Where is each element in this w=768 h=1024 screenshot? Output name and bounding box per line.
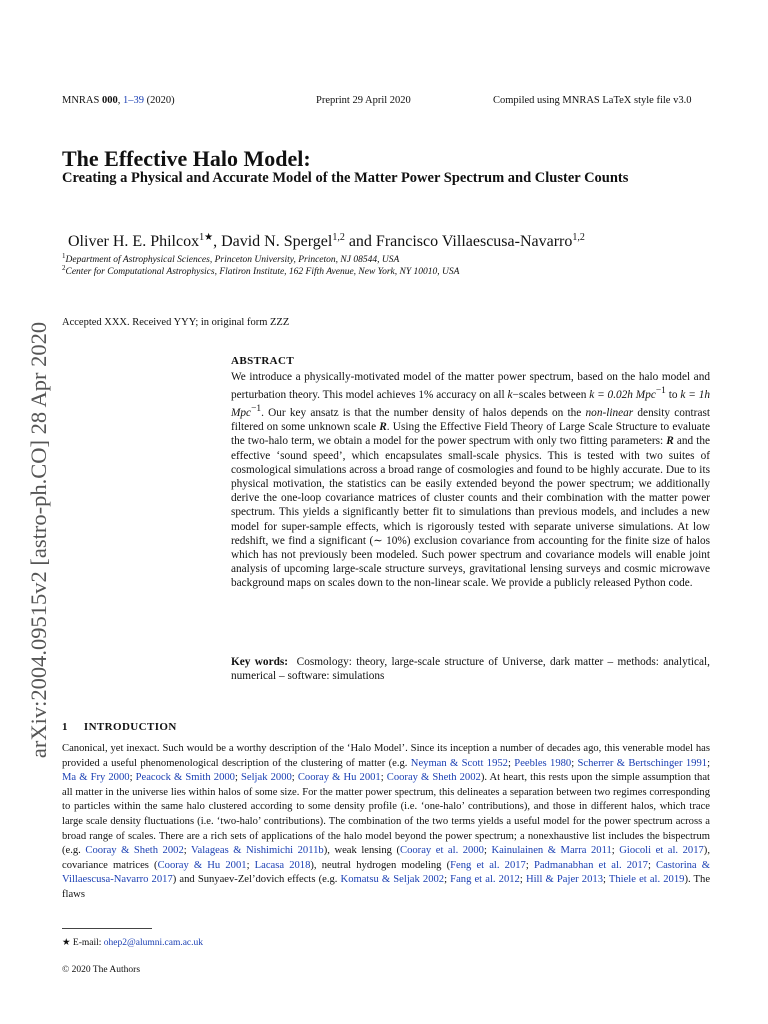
citation-link[interactable]: Neyman & Scott 1952 (410, 757, 508, 769)
accepted-line: Accepted XXX. Received YYY; in original form ZZZ (62, 317, 290, 328)
citation-link[interactable]: Komatsu & Seljak 2002 (340, 874, 445, 886)
running-header-journal: MNRAS 000, 1–39 (2020) (62, 95, 175, 106)
star-icon: ★ (62, 938, 71, 948)
citation-link[interactable]: Fang et al. 2012 (450, 874, 520, 886)
citation-link[interactable]: Lacasa 2018 (254, 859, 311, 871)
footnote: ★ E-mail: ohep2@alumni.cam.ac.uk (62, 938, 204, 948)
citation-link[interactable]: Castorina & Villaescusa-Navarro 2017 (62, 859, 711, 886)
keywords: Key words: Cosmology: theory, large-scale structure of Universe, dark matter – methods: analytical, numerical – software: simulations (231, 656, 710, 683)
paper-title: The Effective Halo Model: (62, 146, 311, 171)
abstract-text: We introduce a physically-motivated model of the matter power spectrum, based on the halo model and perturbation theory. This model achieves 1% accuracy on all k−scales between k = 0.02h Mpc$^{-1}$ to k = 1h Mpc$^{-1}$. Our key ansatz is that the number density of halos depends on the non-linear density contrast filtered on some unknown scale R. Using the Effective Field Theory of Large Scale Structure to evaluate the two-halo term, we obtain a model for the power spectrum with only two fitting parameters: R and the effective ‘sound speed’, which encapsulates small-scale physics. This is tested with two suites of cosmological simulations across a broad range of cosmologies and found to be highly accurate. Due to its physical motivation, the statistics can be easily extended beyond the power spectrum; we additionally derive the one-loop covariance matrices of cluster counts and their combination with the matter power spectrum. This yields a significantly better fit to simulations than previous models, and includes a new model for super-sample effects, which is rigorously tested with separate universe simulations. At low redshift, we find a significant (∼ 10%) exclusion covariance from accounting for the finite size of halos which has not previously been modeled. Such power spectrum and covariance models will enable joint analysis of upcoming large-scale structure surveys, gravitational lensing surveys and cosmic microwave background maps on scales down to the non-linear scale. We provide a publicly released Python code. (231, 371, 710, 590)
section-heading-introduction: 1 INTRODUCTION (62, 721, 177, 733)
citation-link[interactable]: Cooray et al. 2000 (400, 845, 484, 857)
running-header-compiled: Compiled using MNRAS LaTeX style file v3.0 (493, 95, 692, 106)
author-list: Oliver H. E. Philcox$^{1★}$, David N. Spergel$^{1,2}$ and Francisco Villaescusa-Navarro$^{1,2}$ (68, 232, 585, 250)
email-link[interactable]: ohep2@alumni.cam.ac.uk (103, 938, 204, 948)
keywords-label: Key words: (231, 656, 289, 668)
citation-link[interactable]: Peacock & Smith 2000 (135, 772, 235, 784)
copyright-notice: © 2020 The Authors (62, 965, 141, 975)
citation-link[interactable]: Scherrer & Bertschinger 1991 (577, 757, 708, 769)
author-footnote-mark: 1★ (199, 232, 214, 243)
citation-link[interactable]: Hill & Pajer 2013 (525, 874, 603, 886)
citation-link[interactable]: Cooray & Hu 2001 (297, 772, 381, 784)
arxiv-stamp: arXiv:2004.09515v2 [astro-ph.CO] 28 Apr 2020 (26, 321, 51, 759)
affiliation-1: $^1$Department of Astrophysical Sciences, Princeton University, Princeton, NJ 08544, USA (62, 252, 400, 265)
abstract-heading: ABSTRACT (231, 355, 295, 367)
citation-link[interactable]: Giocoli et al. 2017 (619, 845, 704, 857)
running-header-preprint: Preprint 29 April 2020 (316, 95, 411, 106)
footnote-rule (62, 928, 152, 929)
citation-link[interactable]: Thiele et al. 2019 (608, 874, 685, 886)
citation-link[interactable]: Kainulainen & Marra 2011 (491, 845, 612, 857)
header-volume: 000 (101, 95, 118, 106)
citation-link[interactable]: Padmanabhan et al. 2017 (533, 859, 648, 871)
citation-link[interactable]: Cooray & Hu 2001 (157, 859, 247, 871)
citation-link[interactable]: Cooray & Sheth 2002 (386, 772, 481, 784)
citation-link[interactable]: Feng et al. 2017 (450, 859, 526, 871)
citation-link[interactable]: Cooray & Sheth 2002 (85, 845, 184, 857)
citation-link[interactable]: Seljak 2000 (241, 772, 292, 784)
citation-link[interactable]: Peebles 1980 (514, 757, 572, 769)
citation-link[interactable]: Valageas & Nishimichi 2011b (191, 845, 324, 857)
affiliation-2: $^2$Center for Computational Astrophysics, Flatiron Institute, 162 Fifth Avenue, New York, NY 10010, USA (62, 264, 460, 277)
introduction-text: Canonical, yet inexact. Such would be a worthy description of the ‘Halo Model’. Since its inception a number of decades ago, this venerable model has provided a useful phenomenological description of the clustering of matter (e.g. Neyman & Scott 1952; Peebles 1980; Scherrer & Bertschinger 1991; Ma & Fry 2000; Peacock & Smith 2000; Seljak 2000; Cooray & Hu 2001; Cooray & Sheth 2002). At heart, this rests upon the simple assumption that all matter in the universe lies within halos of some size. For the matter power spectrum, this delineates a separation between two regimes corresponding to particles within the same halo clustered according to some density profile (i.e. ‘one-halo’ contributions), and those in different halos, which trace large scale density fluctuations (i.e. ‘two-halo’ contributions). The combination of the two terms yields a useful model for the power spectrum across a broad range of scales. There are a rich sets of applications of the halo model beyond the power spectrum; a nonexhaustive list includes the bispectrum (e.g. Cooray & Sheth 2002; Valageas & Nishimichi 2011b), weak lensing (Cooray et al. 2000; Kainulainen & Marra 2011; Giocoli et al. 2017), covariance matrices (Cooray & Hu 2001; Lacasa 2018), neutral hydrogen modeling (Feng et al. 2017; Padmanabhan et al. 2017; Castorina & Villaescusa-Navarro 2017) and Sunyaev-Zel’dovich effects (e.g. Komatsu & Seljak 2002; Fang et al. 2012; Hill & Pajer 2013; Thiele et al. 2019). The flaws (62, 743, 711, 900)
paper-subtitle: Creating a Physical and Accurate Model of the Matter Power Spectrum and Cluster Counts (62, 170, 629, 186)
citation-link[interactable]: Ma & Fry 2000 (62, 772, 130, 784)
header-pages-link[interactable]: 1–39 (122, 95, 144, 106)
